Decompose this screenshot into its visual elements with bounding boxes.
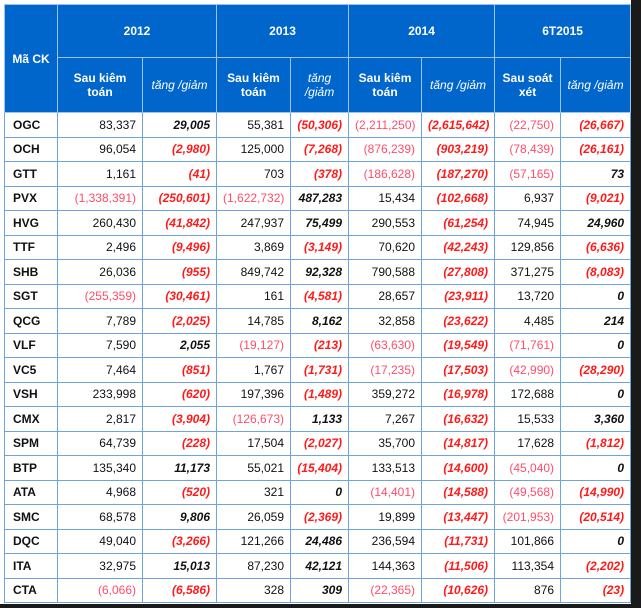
cell-stock-code: SHB xyxy=(5,260,58,285)
table-row xyxy=(5,211,631,236)
cell-change: (19,549) xyxy=(422,333,495,358)
cell-change: (3,149) xyxy=(291,235,349,260)
cell-change: (15,404) xyxy=(291,456,349,481)
cell-change: (213) xyxy=(291,333,349,358)
cell-change: (2,027) xyxy=(291,431,349,456)
table-row xyxy=(5,505,631,530)
cell-value: 233,998 xyxy=(58,382,143,407)
cell-value: 7,789 xyxy=(58,309,143,334)
cell-change: (6,586) xyxy=(143,578,217,603)
table-row xyxy=(5,162,631,187)
cell-value: 4,485 xyxy=(495,309,561,334)
cell-value: 328 xyxy=(217,578,291,603)
cell-change: 92,328 xyxy=(291,260,349,285)
table-row xyxy=(5,456,631,481)
cell-change: (102,668) xyxy=(422,186,495,211)
cell-value: 1,161 xyxy=(58,162,143,187)
cell-value: 35,700 xyxy=(349,431,422,456)
cell-change: (16,978) xyxy=(422,382,495,407)
cell-value: 876 xyxy=(495,578,561,603)
cell-stock-code: DQC xyxy=(5,529,58,554)
cell-value: 32,975 xyxy=(58,554,143,579)
cell-stock-code: HVG xyxy=(5,211,58,236)
cell-change: (228) xyxy=(143,431,217,456)
cell-change: (250,601) xyxy=(143,186,217,211)
cell-stock-code: TTF xyxy=(5,235,58,260)
cell-value: 74,945 xyxy=(495,211,561,236)
cell-change: (620) xyxy=(143,382,217,407)
cell-stock-code: SGT xyxy=(5,284,58,309)
column-header-value: Sau kiêm toán xyxy=(217,58,291,113)
cell-value: 87,230 xyxy=(217,554,291,579)
cell-change: 75,499 xyxy=(291,211,349,236)
cell-change: (23,911) xyxy=(422,284,495,309)
cell-value: 236,594 xyxy=(349,529,422,554)
table-row xyxy=(5,284,631,309)
column-header-year: 2013 xyxy=(217,5,349,58)
cell-change: (14,588) xyxy=(422,480,495,505)
column-header-value: Sau soát xét xyxy=(495,58,561,113)
cell-change: 309 xyxy=(291,578,349,603)
cell-change: (41) xyxy=(143,162,217,187)
cell-value: (57,165) xyxy=(495,162,561,187)
cell-value: (6,066) xyxy=(58,578,143,603)
header-row-sub xyxy=(5,58,631,113)
cell-stock-code: BTP xyxy=(5,456,58,481)
cell-value: 7,464 xyxy=(58,358,143,383)
cell-change: 9,806 xyxy=(143,505,217,530)
cell-change: 42,121 xyxy=(291,554,349,579)
table-row xyxy=(5,554,631,579)
cell-change: (3,904) xyxy=(143,407,217,432)
cell-value: 26,036 xyxy=(58,260,143,285)
cell-value: 96,054 xyxy=(58,137,143,162)
cell-stock-code: CMX xyxy=(5,407,58,432)
cell-change: (42,243) xyxy=(422,235,495,260)
cell-change: 0 xyxy=(561,284,631,309)
cell-stock-code: VLF xyxy=(5,333,58,358)
cell-change: (17,503) xyxy=(422,358,495,383)
cell-value: 28,657 xyxy=(349,284,422,309)
cell-value: 197,396 xyxy=(217,382,291,407)
cell-value: 849,742 xyxy=(217,260,291,285)
cell-change: 0 xyxy=(561,333,631,358)
cell-change: 1,133 xyxy=(291,407,349,432)
cell-value: 135,340 xyxy=(58,456,143,481)
cell-change: 15,013 xyxy=(143,554,217,579)
cell-change: (61,254) xyxy=(422,211,495,236)
column-header-change: tăng /giảm xyxy=(561,58,631,113)
column-header-year: 2012 xyxy=(58,5,217,58)
table-row xyxy=(5,137,631,162)
column-header-value: Sau kiêm toán xyxy=(349,58,422,113)
column-header-year: 2014 xyxy=(349,5,495,58)
cell-change: (1,489) xyxy=(291,382,349,407)
cell-change: (2,369) xyxy=(291,505,349,530)
cell-stock-code: SPM xyxy=(5,431,58,456)
cell-change: 24,960 xyxy=(561,211,631,236)
cell-value: (201,953) xyxy=(495,505,561,530)
cell-value: 70,620 xyxy=(349,235,422,260)
cell-change: (11,506) xyxy=(422,554,495,579)
table-row xyxy=(5,113,631,138)
cell-value: 7,590 xyxy=(58,333,143,358)
cell-change: 2,055 xyxy=(143,333,217,358)
cell-change: 487,283 xyxy=(291,186,349,211)
cell-change: 0 xyxy=(561,456,631,481)
cell-value: 83,337 xyxy=(58,113,143,138)
cell-value: 32,858 xyxy=(349,309,422,334)
cell-change: (2,202) xyxy=(561,554,631,579)
cell-value: 7,267 xyxy=(349,407,422,432)
cell-change: 29,005 xyxy=(143,113,217,138)
cell-value: (876,239) xyxy=(349,137,422,162)
cell-value: 247,937 xyxy=(217,211,291,236)
table-row xyxy=(5,235,631,260)
cell-value: 1,767 xyxy=(217,358,291,383)
cell-value: 13,720 xyxy=(495,284,561,309)
cell-value: 144,363 xyxy=(349,554,422,579)
cell-value: (1,338,391) xyxy=(58,186,143,211)
cell-change: (28,290) xyxy=(561,358,631,383)
cell-value: 161 xyxy=(217,284,291,309)
cell-value: (17,235) xyxy=(349,358,422,383)
cell-value: 172,688 xyxy=(495,382,561,407)
cell-value: 15,533 xyxy=(495,407,561,432)
cell-change: 0 xyxy=(291,480,349,505)
cell-stock-code: PVX xyxy=(5,186,58,211)
cell-value: (186,628) xyxy=(349,162,422,187)
cell-value: (14,401) xyxy=(349,480,422,505)
cell-value: 121,266 xyxy=(217,529,291,554)
cell-value: 49,040 xyxy=(58,529,143,554)
table-row xyxy=(5,578,631,603)
cell-change: (2,025) xyxy=(143,309,217,334)
cell-change: (955) xyxy=(143,260,217,285)
cell-value: 55,021 xyxy=(217,456,291,481)
cell-value: 133,513 xyxy=(349,456,422,481)
cell-change: (520) xyxy=(143,480,217,505)
cell-change: (1,812) xyxy=(561,431,631,456)
cell-change: (23) xyxy=(561,578,631,603)
column-header-change: tăng /giảm xyxy=(143,58,217,113)
cell-change: (10,626) xyxy=(422,578,495,603)
cell-change: (3,266) xyxy=(143,529,217,554)
cell-value: (63,630) xyxy=(349,333,422,358)
cell-change: 24,486 xyxy=(291,529,349,554)
table-row xyxy=(5,358,631,383)
cell-change: (2,615,642) xyxy=(422,113,495,138)
column-header-change: tăng /giảm xyxy=(291,58,349,113)
cell-change: (187,270) xyxy=(422,162,495,187)
cell-value: (19,127) xyxy=(217,333,291,358)
table-row xyxy=(5,431,631,456)
table-row xyxy=(5,382,631,407)
column-header-year: 6T2015 xyxy=(495,5,631,58)
cell-change: (903,219) xyxy=(422,137,495,162)
cell-value: 15,434 xyxy=(349,186,422,211)
cell-change: (11,731) xyxy=(422,529,495,554)
table-row xyxy=(5,529,631,554)
cell-stock-code: QCG xyxy=(5,309,58,334)
cell-change: (14,990) xyxy=(561,480,631,505)
cell-value: 68,578 xyxy=(58,505,143,530)
table-row xyxy=(5,407,631,432)
cell-value: 64,739 xyxy=(58,431,143,456)
cell-value: 790,588 xyxy=(349,260,422,285)
cell-value: (71,761) xyxy=(495,333,561,358)
cell-stock-code: ITA xyxy=(5,554,58,579)
cell-change: (50,306) xyxy=(291,113,349,138)
cell-change: (27,808) xyxy=(422,260,495,285)
cell-value: 17,628 xyxy=(495,431,561,456)
cell-change: (20,514) xyxy=(561,505,631,530)
cell-change: (9,496) xyxy=(143,235,217,260)
cell-change: (41,842) xyxy=(143,211,217,236)
cell-change: (16,632) xyxy=(422,407,495,432)
cell-change: (6,636) xyxy=(561,235,631,260)
cell-stock-code: GTT xyxy=(5,162,58,187)
column-header-change: tăng /giảm xyxy=(422,58,495,113)
cell-value: 290,553 xyxy=(349,211,422,236)
cell-value: 55,381 xyxy=(217,113,291,138)
cell-value: 14,785 xyxy=(217,309,291,334)
cell-change: (851) xyxy=(143,358,217,383)
cell-value: 703 xyxy=(217,162,291,187)
cell-value: (49,568) xyxy=(495,480,561,505)
cell-change: (4,581) xyxy=(291,284,349,309)
cell-value: (22,750) xyxy=(495,113,561,138)
table-row xyxy=(5,333,631,358)
cell-change: 73 xyxy=(561,162,631,187)
cell-value: (1,622,732) xyxy=(217,186,291,211)
cell-change: (378) xyxy=(291,162,349,187)
cell-change: (13,447) xyxy=(422,505,495,530)
cell-value: (2,211,250) xyxy=(349,113,422,138)
cell-value: 2,817 xyxy=(58,407,143,432)
cell-change: (8,083) xyxy=(561,260,631,285)
cell-value: 19,899 xyxy=(349,505,422,530)
cell-value: 371,275 xyxy=(495,260,561,285)
cell-value: (45,040) xyxy=(495,456,561,481)
cell-change: 8,162 xyxy=(291,309,349,334)
cell-value: (255,359) xyxy=(58,284,143,309)
cell-change: 0 xyxy=(561,529,631,554)
cell-change: (30,461) xyxy=(143,284,217,309)
financial-table xyxy=(4,4,631,603)
table-row xyxy=(5,309,631,334)
cell-change: (23,622) xyxy=(422,309,495,334)
cell-change: 214 xyxy=(561,309,631,334)
cell-value: 4,968 xyxy=(58,480,143,505)
cell-stock-code: VC5 xyxy=(5,358,58,383)
cell-value: 260,430 xyxy=(58,211,143,236)
column-header-code: Mã CK xyxy=(5,5,58,113)
cell-change: (14,600) xyxy=(422,456,495,481)
cell-value: (22,365) xyxy=(349,578,422,603)
cell-change: 0 xyxy=(561,382,631,407)
cell-value: 359,272 xyxy=(349,382,422,407)
cell-change: 11,173 xyxy=(143,456,217,481)
table-row xyxy=(5,186,631,211)
table-row xyxy=(5,260,631,285)
header-row-years xyxy=(5,5,631,58)
cell-change: (26,161) xyxy=(561,137,631,162)
cell-value: (78,439) xyxy=(495,137,561,162)
cell-change: (2,980) xyxy=(143,137,217,162)
table-row xyxy=(5,480,631,505)
cell-change: 3,360 xyxy=(561,407,631,432)
cell-stock-code: VSH xyxy=(5,382,58,407)
cell-value: 6,937 xyxy=(495,186,561,211)
cell-stock-code: ATA xyxy=(5,480,58,505)
cell-change: (14,817) xyxy=(422,431,495,456)
cell-value: 101,866 xyxy=(495,529,561,554)
cell-change: (26,667) xyxy=(561,113,631,138)
cell-value: 129,856 xyxy=(495,235,561,260)
cell-stock-code: SMC xyxy=(5,505,58,530)
cell-value: (126,673) xyxy=(217,407,291,432)
cell-stock-code: CTA xyxy=(5,578,58,603)
cell-stock-code: OGC xyxy=(5,113,58,138)
table-body xyxy=(5,113,631,603)
cell-value: 113,354 xyxy=(495,554,561,579)
cell-stock-code: OCH xyxy=(5,137,58,162)
cell-value: 2,496 xyxy=(58,235,143,260)
cell-value: (42,990) xyxy=(495,358,561,383)
cell-value: 125,000 xyxy=(217,137,291,162)
column-header-value: Sau kiêm toán xyxy=(58,58,143,113)
cell-value: 26,059 xyxy=(217,505,291,530)
cell-value: 321 xyxy=(217,480,291,505)
cell-change: (1,731) xyxy=(291,358,349,383)
cell-change: (7,268) xyxy=(291,137,349,162)
cell-value: 17,504 xyxy=(217,431,291,456)
cell-change: (9,021) xyxy=(561,186,631,211)
cell-value: 3,869 xyxy=(217,235,291,260)
